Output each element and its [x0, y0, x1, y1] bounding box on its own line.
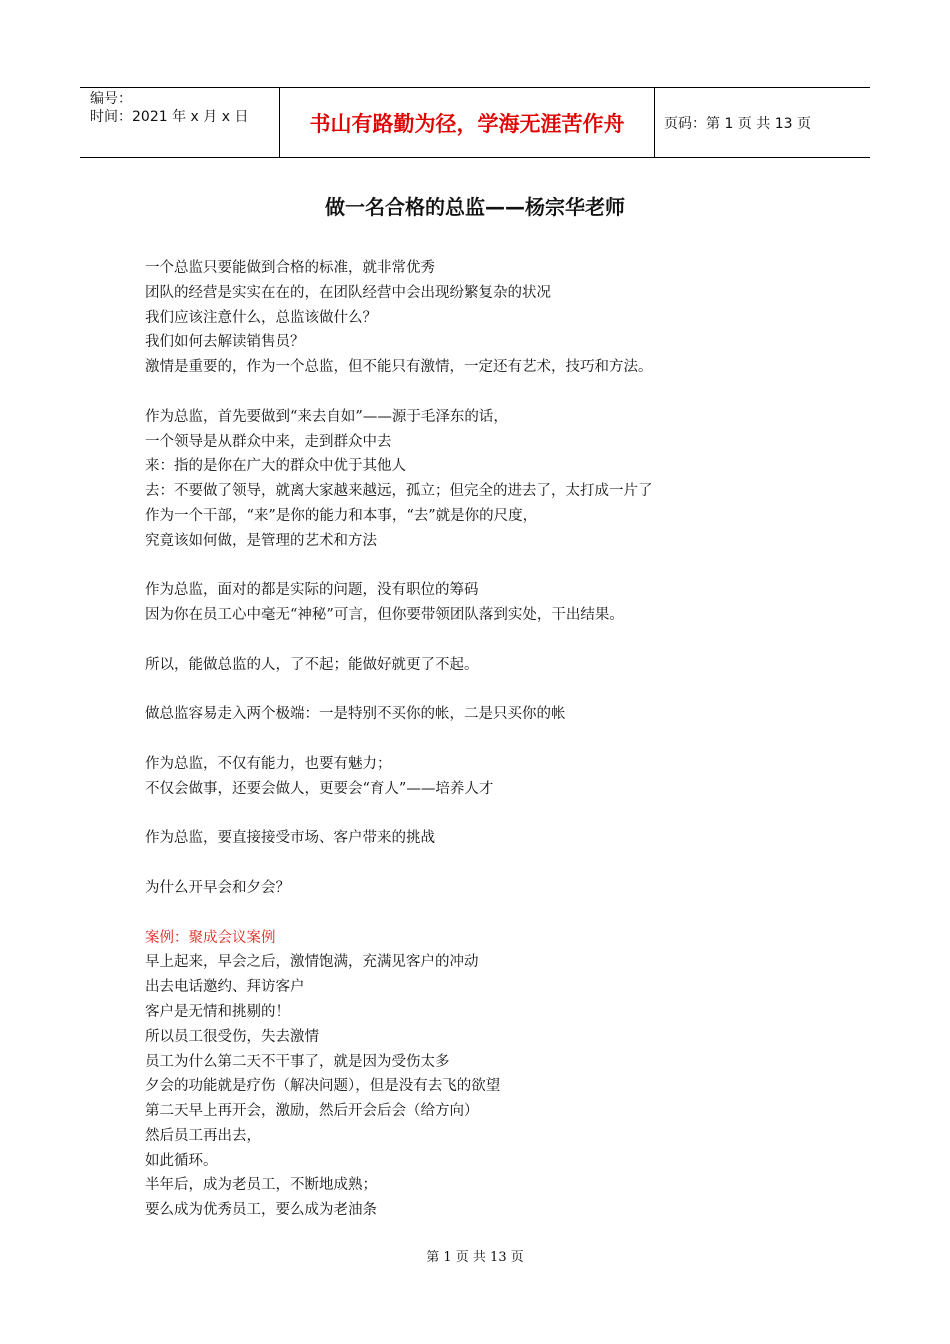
blank-line — [145, 901, 845, 926]
body-line: 团队的经营是实实在在的，在团队经营中会出现纷繁复杂的状况 — [145, 284, 551, 301]
body-line: 客户是无情和挑剔的！ — [145, 1003, 290, 1020]
document-title: 做一名合格的总监——杨宗华老师 — [325, 195, 625, 219]
body-line: 员工为什么第二天不干事了，就是因为受伤太多 — [145, 1053, 450, 1070]
header-motto: 书山有路勤为径，学海无涯苦作舟 — [309, 111, 625, 136]
body-line: 如此循环。 — [145, 1152, 218, 1169]
body-line: 激情是重要的，作为一个总监，但不能只有激情，一定还有艺术，技巧和方法。 — [145, 359, 653, 376]
blank-line — [145, 727, 845, 752]
header-table — [80, 87, 870, 158]
header-page-cell — [655, 88, 870, 157]
blank-line — [145, 802, 845, 827]
header-page-label: 页码：第 1 页 共 13 页 — [664, 115, 811, 132]
document-body — [145, 256, 845, 1223]
body-line: 因为你在员工心中毫无“神秘”可言，但你要带领团队落到实处，干出结果。 — [145, 607, 624, 624]
body-line: 作为总监，要直接接受市场、客户带来的挑战 — [145, 830, 435, 847]
body-line: 作为一个干部，“来”是你的能力和本事，“去”就是你的尺度， — [145, 507, 538, 524]
doc-number-label: 编号： — [90, 91, 132, 107]
body-line: 半年后，成为老员工，不断地成熟； — [145, 1177, 377, 1194]
body-line: 一个总监只要能做到合格的标准，就非常优秀 — [145, 260, 435, 276]
blank-line — [145, 678, 845, 703]
body-line: 然后员工再出去， — [145, 1127, 261, 1144]
body-line: 出去电话邀约、拜访客户 — [145, 979, 305, 996]
doc-time-label: 时间：2021 年 x 月 x 日 — [90, 109, 249, 125]
blank-line — [145, 628, 845, 653]
body-line: 一个领导是从群众中来，走到群众中去 — [145, 433, 392, 450]
body-line: 案例：聚成会议案例 — [145, 929, 276, 946]
body-line: 做总监容易走入两个极端：一是特别不买你的帐，二是只买你的帐 — [145, 706, 566, 723]
body-line: 夕会的功能就是疗伤（解决问题），但是没有去飞的欲望 — [145, 1078, 501, 1095]
body-line: 早上起来，早会之后，激情饱满，充满见客户的冲动 — [145, 954, 479, 971]
body-line: 要么成为优秀员工，要么成为老油条 — [145, 1202, 377, 1219]
blank-line — [145, 554, 845, 579]
body-line: 为什么开早会和夕会？ — [145, 879, 290, 896]
body-line: 来：指的是你在广大的群众中优于其他人 — [145, 458, 406, 475]
body-line: 我们如何去解读销售员？ — [145, 334, 305, 351]
blank-line — [145, 851, 845, 876]
header-motto-cell — [280, 88, 655, 157]
body-line: 我们应该注意什么，总监该做什么？ — [145, 309, 377, 326]
body-line: 所以员工很受伤，失去激情 — [145, 1028, 319, 1045]
header-meta-cell — [80, 88, 280, 157]
body-line: 所以，能做总监的人，了不起；能做好就更了不起。 — [145, 656, 479, 673]
page-footer: 第 1 页 共 13 页 — [426, 1250, 524, 1265]
body-line: 作为总监，首先要做到“来去自如”——源于毛泽东的话， — [145, 408, 508, 425]
body-line: 作为总监，不仅有能力，也要有魅力； — [145, 755, 392, 772]
body-line: 究竟该如何做，是管理的艺术和方法 — [145, 532, 377, 549]
body-line: 去：不要做了领导，就离大家越来越远，孤立；但完全的进去了，太打成一片了 — [145, 483, 653, 500]
body-line: 第二天早上再开会，激励，然后开会后会（给方向） — [145, 1103, 479, 1120]
body-line: 作为总监，面对的都是实际的问题，没有职位的筹码 — [145, 582, 479, 599]
blank-line — [145, 380, 845, 405]
body-line: 不仅会做事，还要会做人，更要会“育人”——培养人才 — [145, 780, 494, 797]
